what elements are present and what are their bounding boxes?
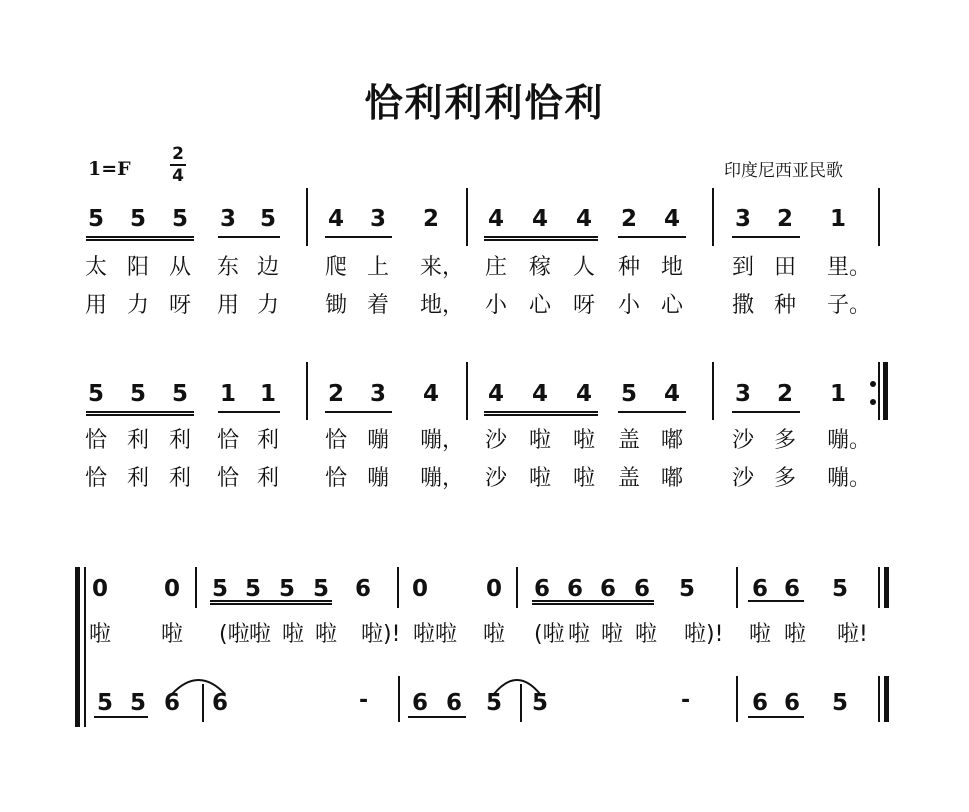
note: 6 (784, 576, 801, 602)
barline (878, 567, 880, 608)
underline (732, 236, 800, 238)
note: 0 (486, 576, 503, 602)
barline (736, 567, 738, 608)
lyric: 到 (732, 255, 755, 280)
barline (202, 684, 204, 722)
lyric: 种 (774, 293, 797, 318)
lyric: 爬 (325, 255, 348, 280)
final-barline (884, 676, 889, 722)
note: 5 (172, 381, 189, 407)
note: 5 (172, 206, 189, 232)
sustain-dash: - (681, 688, 691, 713)
barline (712, 362, 714, 420)
system-bracket (75, 567, 80, 727)
lyric: 啦 (529, 428, 552, 453)
lyric: 小 (485, 293, 508, 318)
lyric: 嘟 (661, 466, 684, 491)
note: 6 (355, 576, 372, 602)
lyric: 庄 (485, 255, 508, 280)
underline (218, 411, 280, 413)
note: 5 (260, 206, 277, 232)
lyric: 多 (774, 466, 797, 491)
lyric: 嘣 (367, 466, 390, 491)
lyric: 啦 (749, 622, 772, 647)
note: 6 (446, 690, 463, 716)
note: 4 (576, 381, 593, 407)
note: 6 (534, 576, 551, 602)
time-signature (170, 145, 186, 185)
lyric: 啦 (529, 466, 552, 491)
lyric: 地 (661, 255, 684, 280)
note: 5 (486, 690, 503, 716)
lyric: 从 (169, 255, 192, 280)
time-signature-top: 2 (172, 144, 184, 164)
note: 2 (621, 206, 638, 232)
lyric: 盖 (618, 428, 641, 453)
lyric: 地， (420, 293, 465, 318)
lyric: 用 (217, 293, 240, 318)
lyric: 来， (420, 255, 465, 280)
barline (398, 676, 400, 722)
lyric: 啦 (282, 622, 305, 647)
barline (736, 676, 738, 722)
note: 5 (279, 576, 296, 602)
lyric: 嘣 (367, 428, 390, 453)
barline (878, 676, 880, 722)
lyric: 多 (774, 428, 797, 453)
note: 0 (164, 576, 181, 602)
note: 4 (664, 381, 681, 407)
repeat-dot (870, 399, 876, 405)
note: 4 (423, 381, 440, 407)
note: 5 (245, 576, 262, 602)
lyric: 小 (618, 293, 641, 318)
note: 1 (220, 381, 237, 407)
underline (532, 600, 654, 602)
lyric: 嘣， (420, 466, 465, 491)
barline (84, 567, 86, 727)
underline (532, 603, 654, 605)
lyric: 嘟 (661, 428, 684, 453)
note: 3 (220, 206, 237, 232)
underline (618, 411, 686, 413)
lyric: 啦 (161, 622, 184, 647)
lyric: 利 (169, 428, 192, 453)
note: 0 (92, 576, 109, 602)
lyric: 恰 (325, 466, 348, 491)
tie (162, 672, 235, 702)
lyric: 恰 (325, 428, 348, 453)
lyric: 呀 (573, 293, 596, 318)
note: 3 (370, 381, 387, 407)
lyric: 嘣。 (827, 466, 872, 491)
note: 2 (423, 206, 440, 232)
lyric: 利 (127, 466, 150, 491)
lyric: 啦 (573, 428, 596, 453)
note: 1 (260, 381, 277, 407)
lyric: 恰 (217, 428, 240, 453)
note: 6 (752, 576, 769, 602)
underline (325, 236, 392, 238)
lyric: 沙 (732, 428, 755, 453)
note: 6 (600, 576, 617, 602)
note: 4 (488, 206, 505, 232)
barline (878, 362, 880, 420)
lyric: 嘣。 (827, 428, 872, 453)
lyric: 啦)! (361, 622, 401, 647)
note: 4 (532, 381, 549, 407)
note: 0 (412, 576, 429, 602)
note: 5 (313, 576, 330, 602)
barline (712, 188, 714, 246)
lyric: 东 (217, 255, 240, 280)
note: 6 (634, 576, 651, 602)
song-title: 恰利利利恰利 (364, 81, 605, 125)
underline (484, 411, 598, 413)
underline (86, 414, 194, 416)
note: 6 (752, 690, 769, 716)
final-barline (884, 567, 889, 608)
note: 6 (567, 576, 584, 602)
note: 6 (784, 690, 801, 716)
note: 4 (532, 206, 549, 232)
lyric: 呀 (169, 293, 192, 318)
lyric: 力 (257, 293, 280, 318)
note: 5 (832, 690, 849, 716)
note: 4 (488, 381, 505, 407)
key-signature: 1=F (88, 158, 131, 180)
lyric: 啦啦 (413, 622, 458, 647)
underline (618, 236, 686, 238)
song-origin: 印度尼西亚民歌 (724, 161, 843, 181)
lyric: 阳 (127, 255, 150, 280)
lyric: 啦 (635, 622, 658, 647)
underline (94, 716, 148, 718)
lyric: 啦 (784, 622, 807, 647)
final-barline (883, 362, 888, 420)
note: 4 (328, 206, 345, 232)
barline (466, 188, 468, 246)
lyric: (啦 (219, 622, 250, 647)
lyric: 人 (573, 255, 596, 280)
underline (408, 716, 466, 718)
underline (484, 236, 598, 238)
underline (732, 411, 800, 413)
lyric: 心 (661, 293, 684, 318)
underline (325, 411, 392, 413)
lyric: 用 (85, 293, 108, 318)
note: 6 (164, 690, 181, 716)
note: 2 (328, 381, 345, 407)
barline (516, 567, 518, 608)
note: 5 (212, 576, 229, 602)
lyric: 利 (127, 428, 150, 453)
note: 3 (735, 206, 752, 232)
lyric: 利 (257, 466, 280, 491)
note: 2 (777, 381, 794, 407)
lyric: 太 (85, 255, 108, 280)
note: 5 (130, 206, 147, 232)
lyric: 啦 (249, 622, 272, 647)
note: 6 (212, 690, 229, 716)
note: 5 (130, 690, 147, 716)
lyric: 啦 (315, 622, 338, 647)
note: 5 (88, 381, 105, 407)
lyric: 啦 (601, 622, 624, 647)
lyric: 上 (367, 255, 390, 280)
lyric: 啦! (837, 622, 868, 647)
underline (86, 411, 194, 413)
underline (484, 414, 598, 416)
note: 6 (412, 690, 429, 716)
note: 3 (735, 381, 752, 407)
lyric: 稼 (529, 255, 552, 280)
note: 4 (576, 206, 593, 232)
lyric: 锄 (325, 293, 348, 318)
lyric: 啦 (568, 622, 591, 647)
barline (397, 567, 399, 608)
lyric: 心 (529, 293, 552, 318)
time-signature-bottom: 4 (172, 166, 184, 186)
barline (466, 362, 468, 420)
lyric: (啦 (534, 622, 565, 647)
lyric: 力 (127, 293, 150, 318)
lyric: 撒 (732, 293, 755, 318)
note: 3 (370, 206, 387, 232)
underline (210, 603, 332, 605)
lyric: 嘣， (420, 428, 465, 453)
lyric: 沙 (732, 466, 755, 491)
lyric: 里。 (827, 255, 872, 280)
lyric: 着 (367, 293, 390, 318)
underline (218, 236, 280, 238)
barline (878, 188, 880, 246)
note: 4 (664, 206, 681, 232)
underline (86, 236, 194, 238)
lyric: 盖 (618, 466, 641, 491)
lyric: 田 (774, 255, 797, 280)
note: 5 (88, 206, 105, 232)
barline (520, 684, 522, 722)
lyric: 子。 (827, 293, 872, 318)
lyric: 恰 (85, 428, 108, 453)
underline (748, 716, 804, 718)
note: 5 (97, 690, 114, 716)
lyric: 啦)! (684, 622, 724, 647)
note: 5 (621, 381, 638, 407)
note: 5 (532, 690, 549, 716)
underline (484, 239, 598, 241)
lyric: 沙 (485, 466, 508, 491)
repeat-dot (870, 381, 876, 387)
underline (86, 239, 194, 241)
lyric: 沙 (485, 428, 508, 453)
note: 2 (777, 206, 794, 232)
lyric: 利 (169, 466, 192, 491)
note: 5 (679, 576, 696, 602)
note: 1 (830, 206, 847, 232)
lyric: 恰 (217, 466, 240, 491)
lyric: 种 (618, 255, 641, 280)
underline (748, 600, 804, 602)
tie (484, 672, 550, 702)
underline (210, 600, 332, 602)
lyric: 啦 (483, 622, 506, 647)
barline (306, 188, 308, 246)
lyric: 啦 (89, 622, 112, 647)
sustain-dash: - (359, 688, 369, 713)
lyric: 边 (257, 255, 280, 280)
barline (306, 362, 308, 420)
note: 5 (832, 576, 849, 602)
lyric: 恰 (85, 466, 108, 491)
lyric: 利 (257, 428, 280, 453)
note: 1 (830, 381, 847, 407)
note: 5 (130, 381, 147, 407)
lyric: 啦 (573, 466, 596, 491)
barline (195, 567, 197, 608)
